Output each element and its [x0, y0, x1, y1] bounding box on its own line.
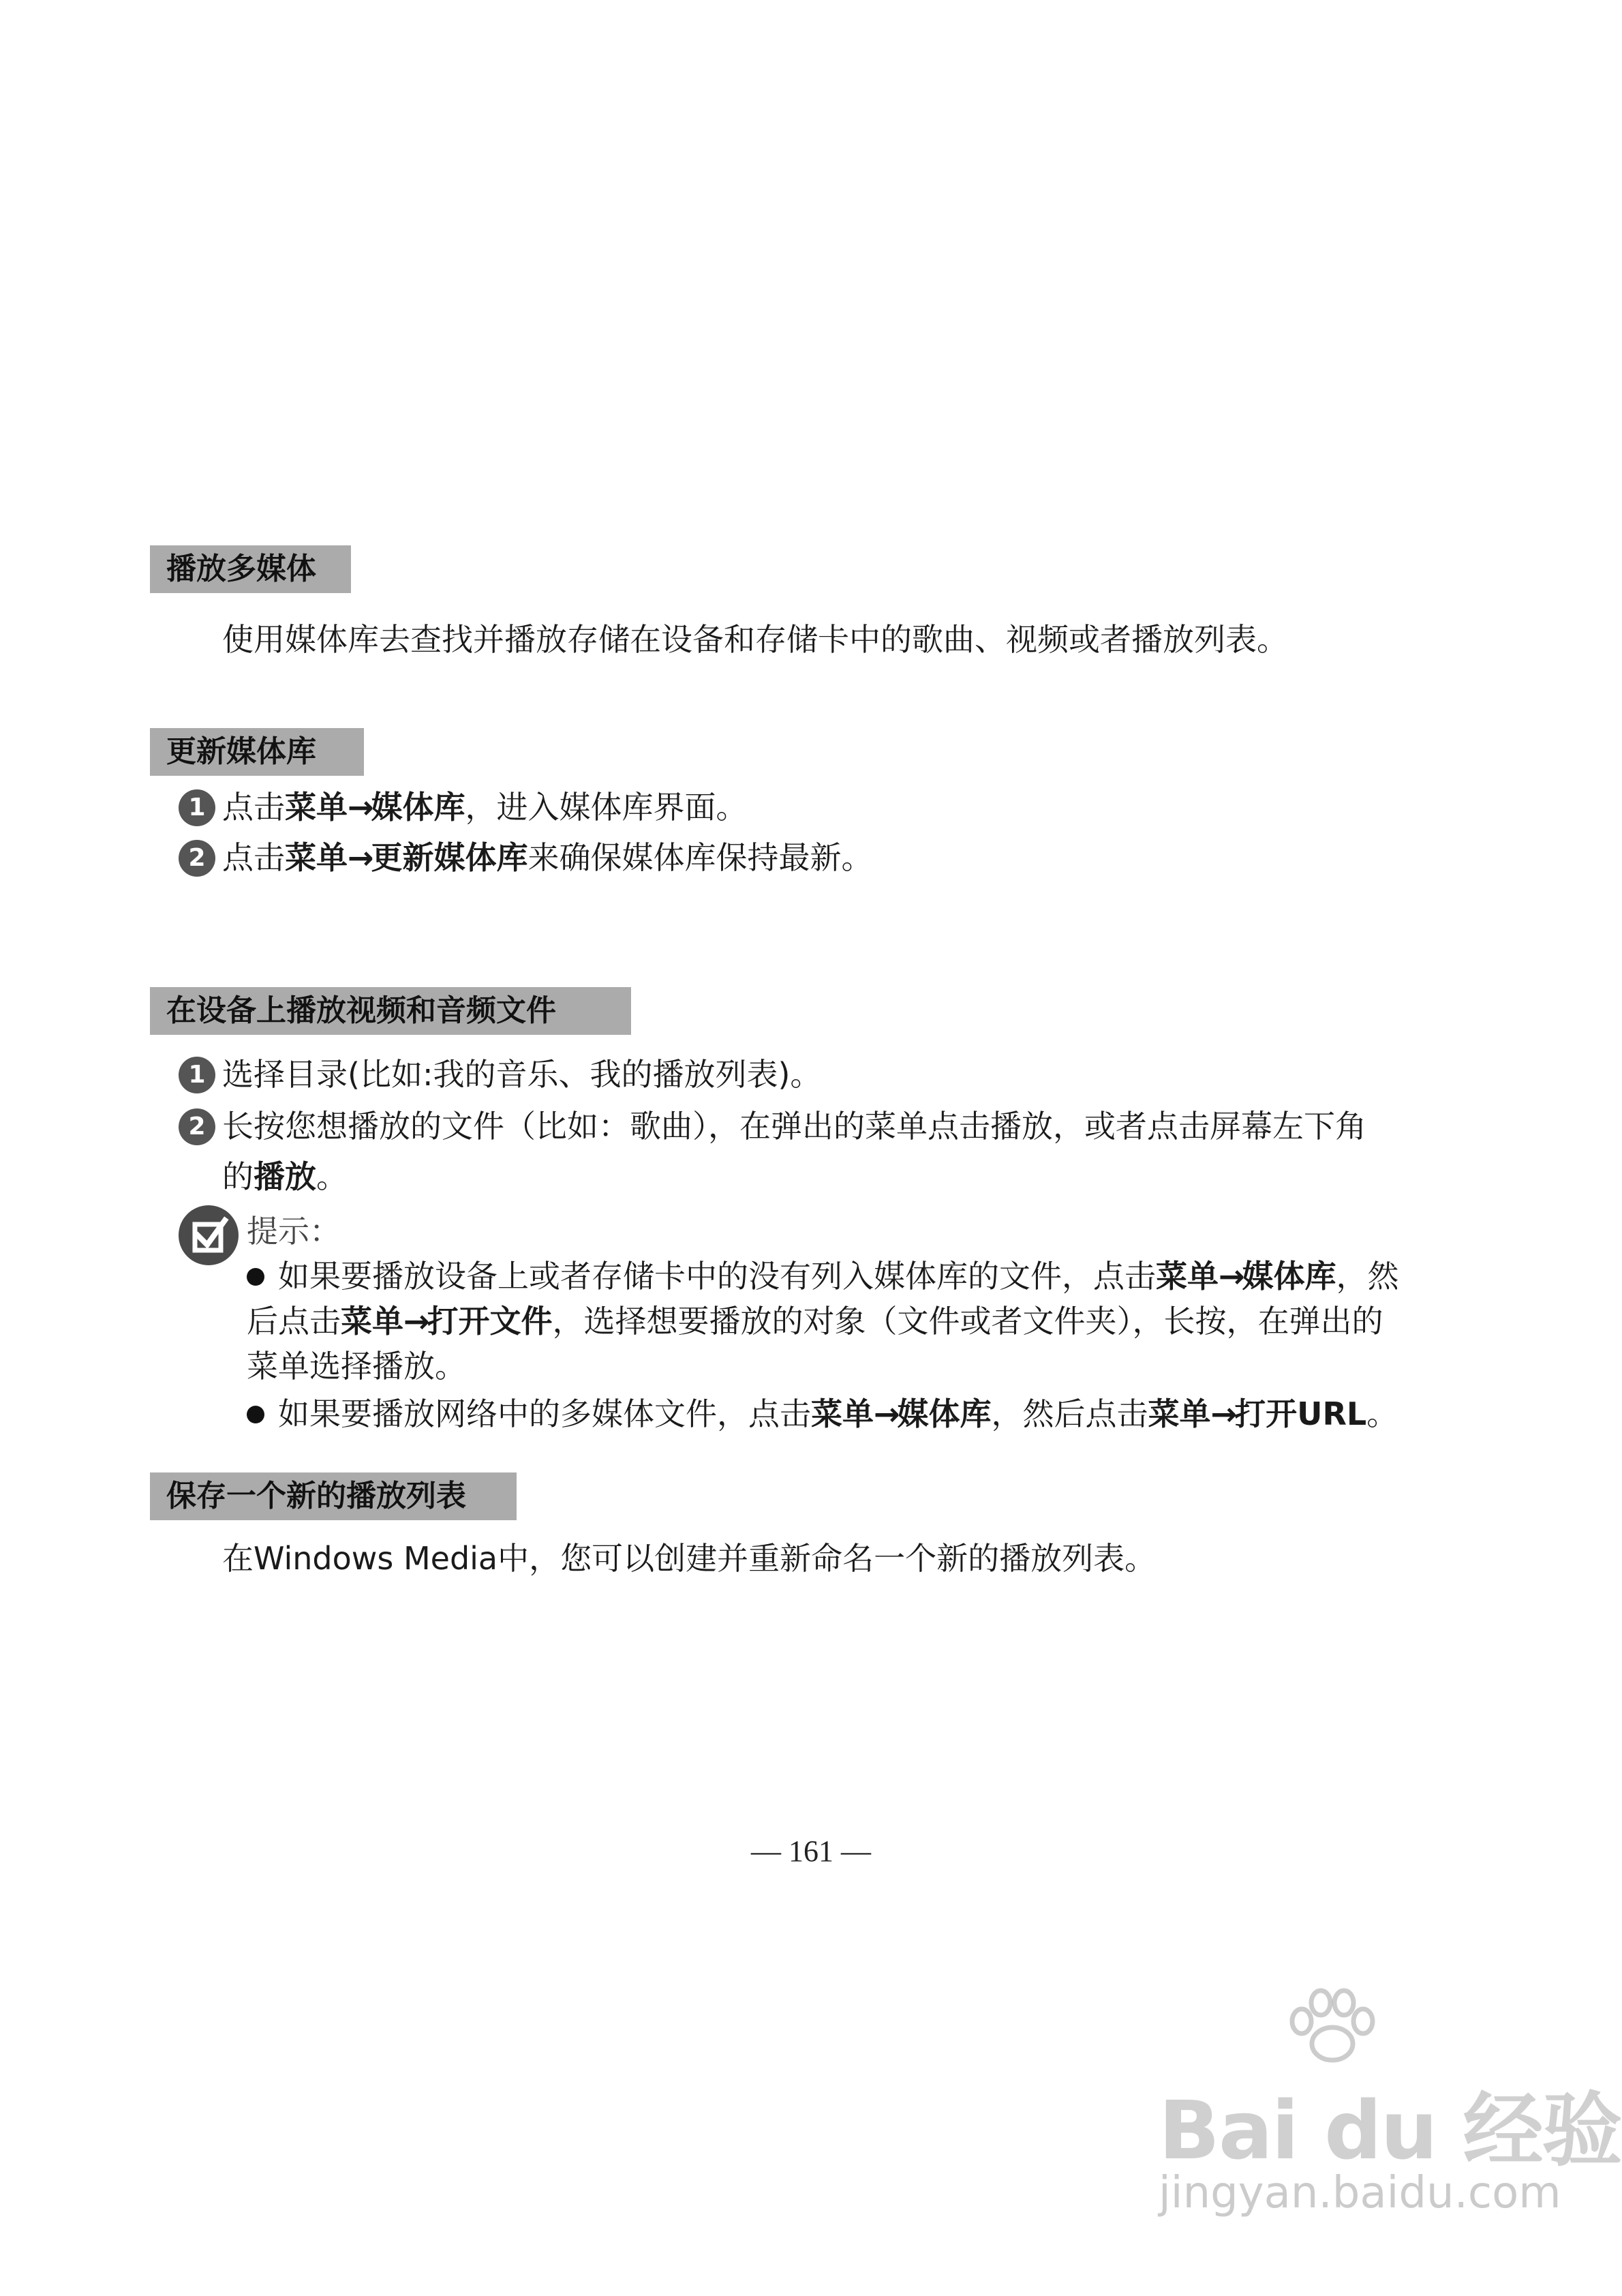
tip-text: 如果要播放网络中的多媒体文件，点击: [278, 1395, 811, 1432]
step-text: 点击: [222, 839, 285, 876]
tip-bullet-1-line-2: [247, 1301, 1383, 1342]
tip-text: ，然: [1336, 1258, 1399, 1295]
menu-label: 菜单: [285, 789, 348, 826]
menu-label: 菜单: [1156, 1258, 1219, 1295]
step-text: 来确保媒体库保持最新。: [527, 839, 873, 876]
tip-bullet-1-line-1: [278, 1256, 1399, 1297]
menu-label: 菜单: [285, 839, 348, 876]
tip-bullet-2: [278, 1393, 1398, 1434]
step-number-badge: 2: [179, 1108, 215, 1145]
menu-target: 打开文件: [427, 1303, 553, 1340]
update-library-step-2: [222, 837, 873, 878]
step-number-badge: 1: [179, 1057, 215, 1093]
menu-target: 媒体库: [371, 789, 465, 826]
tip-text: ，选择想要播放的对象（文件或者文件夹），长按，在弹出的: [552, 1303, 1383, 1340]
watermark-brand: Bai du 经验: [1159, 2083, 1621, 2177]
menu-target: 媒体库: [897, 1395, 992, 1432]
update-library-step-1: [222, 787, 748, 828]
arrow-icon: →: [403, 1303, 427, 1340]
play-device-step-2-line-2: [222, 1156, 348, 1197]
step-text: 点击: [222, 789, 285, 826]
arrow-icon: →: [348, 839, 371, 876]
bullet-dot: [247, 1406, 264, 1423]
tip-text: 如果要播放设备上或者存储卡中的没有列入媒体库的文件，点击: [278, 1258, 1156, 1295]
step-text: ，进入媒体库界面。: [465, 789, 748, 826]
arrow-icon: →: [874, 1395, 898, 1432]
menu-target: 打开URL: [1234, 1395, 1367, 1432]
step-text: 。: [316, 1158, 348, 1195]
step-text: 的: [222, 1158, 254, 1195]
menu-label: 菜单: [341, 1303, 403, 1340]
section-header-play-multimedia: 播放多媒体: [150, 545, 351, 593]
bullet-dot: [247, 1268, 264, 1286]
tip-text: 后点击: [247, 1303, 341, 1340]
menu-target: 媒体库: [1242, 1258, 1336, 1295]
paw-icon: [1281, 1984, 1383, 2066]
section-header-update-library: 更新媒体库: [150, 728, 364, 776]
menu-target: 更新媒体库: [371, 839, 528, 876]
tip-text: ，然后点击: [991, 1395, 1148, 1432]
tip-text: 。: [1366, 1395, 1398, 1432]
page-number: — 161 —: [751, 1834, 871, 1868]
watermark-url: jingyan.baidu.com: [1159, 2168, 1561, 2218]
play-multimedia-description: 使用媒体库去查找并播放存储在设备和存储卡中的歌曲、视频或者播放列表。: [222, 621, 1288, 658]
section-header-save-playlist: 保存一个新的播放列表: [150, 1472, 517, 1520]
section-header-play-on-device: 在设备上播放视频和音频文件: [150, 987, 631, 1035]
play-device-step-2-line-1: 长按您想播放的文件（比如：歌曲），在弹出的菜单点击播放，或者点击屏幕左下角: [222, 1108, 1366, 1145]
checkbox-tip-icon: [179, 1205, 239, 1265]
play-device-step-1: 选择目录(比如:我的音乐、我的播放列表)。: [222, 1056, 822, 1093]
arrow-icon: →: [1210, 1395, 1235, 1432]
menu-label: 菜单: [1148, 1395, 1211, 1432]
arrow-icon: →: [348, 789, 371, 826]
step-number-badge: 2: [179, 840, 215, 877]
tip-bullet-1-line-3: 菜单选择播放。: [247, 1348, 466, 1385]
play-label: 播放: [254, 1158, 316, 1195]
save-playlist-description: 在Windows Media中，您可以创建并重新命名一个新的播放列表。: [222, 1540, 1157, 1577]
menu-label: 菜单: [811, 1395, 874, 1432]
step-number-badge: 1: [179, 789, 215, 826]
tip-label: 提示：: [247, 1213, 341, 1250]
arrow-icon: →: [1219, 1258, 1242, 1295]
